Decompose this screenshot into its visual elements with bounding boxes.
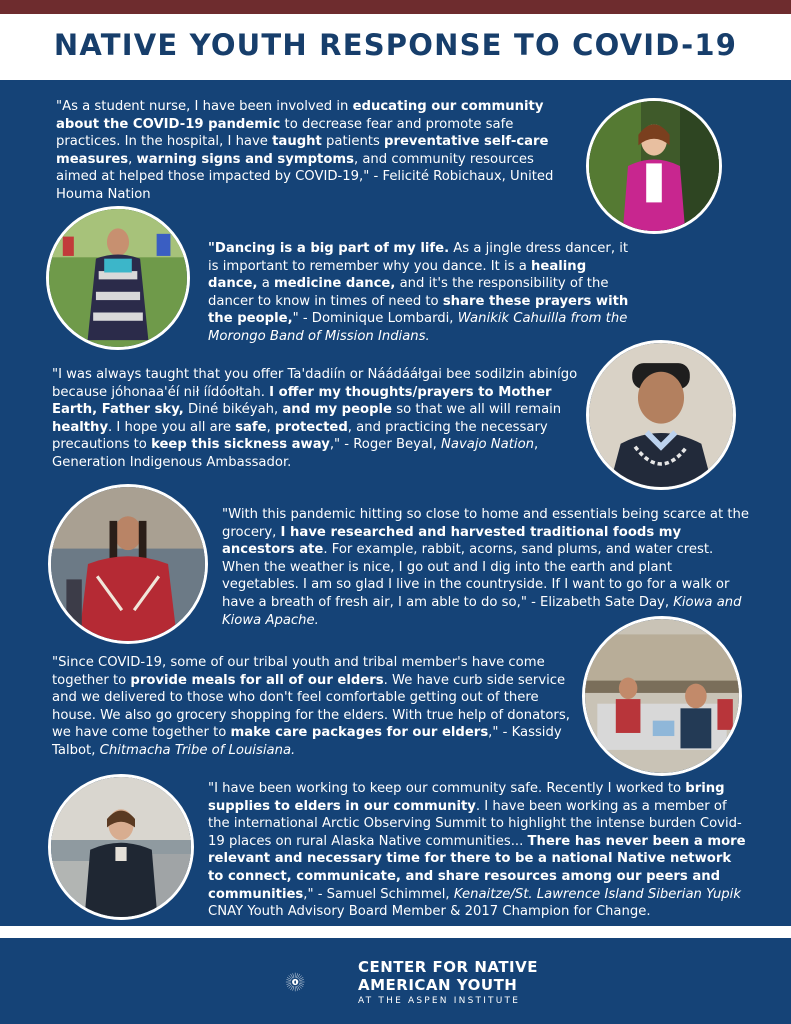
quote-text-segment: "I have been working to keep our community safe. Recently I worked to: [208, 781, 686, 796]
quote-text-segment: " - Dominique Lombardi,: [292, 311, 458, 327]
quote-text-segment: "With this pandemic hitting so close to home and essentials being scarce at the grocery,: [222, 507, 749, 540]
quote-text-segment: Wanikik Cahuilla from the Morongo Band of Mission Indians.: [208, 311, 628, 344]
quote-text-segment: make care packages for our elders: [230, 725, 489, 741]
quote-text-segment: and my people: [282, 402, 393, 418]
quote-text-segment: "As a student nurse, I have been involved in: [56, 99, 353, 114]
quote-text-segment: educating our community about the COVID-19 pandemic: [56, 99, 544, 132]
quote-text-segment: Kenaitze/St. Lawrence Island Siberian Yupik: [453, 886, 741, 902]
quote-text-segment: ,: [128, 151, 137, 167]
logo-line-3: AT THE ASPEN INSTITUTE: [358, 996, 521, 1006]
quote-text-segment: , Generation Indigenous Ambassador.: [52, 437, 539, 470]
quote-text-segment: ," - Samuel Schimmel,: [303, 886, 454, 902]
quote-text-segment: ,: [266, 419, 275, 435]
photo-lombardi: [46, 206, 190, 350]
photo-schimmel: [48, 774, 194, 920]
quote-text-segment: provide meals for all of our elders: [130, 672, 384, 688]
quote-text-segment: warning signs and symptoms: [136, 151, 354, 167]
quote-text-segment: CNAY Youth Advisory Board Member & 2017 Champion for Change.: [208, 904, 651, 920]
quote-text-segment: ," - Roger Beyal,: [329, 437, 442, 453]
quote-text-segment: , and practicing the necessary precautions to: [52, 419, 548, 453]
quote-text-segment: patients: [321, 134, 385, 150]
logo-line-1: CENTER FOR NATIVE: [358, 958, 538, 976]
quote-schimmel: [208, 780, 748, 921]
photo-talbot: [582, 616, 742, 776]
quote-text-segment: share these prayers with the people,: [208, 293, 629, 327]
quote-text-segment: protected: [275, 419, 348, 435]
quote-text-segment: . I have been working as a member of the international Arctic Observing Summit to highlight the intense burden Covid-19 places on rural Alaska Native communities...: [208, 798, 742, 849]
photo-beyal: [586, 340, 736, 490]
photo-sate-day: [48, 484, 208, 644]
quote-talbot: [52, 654, 572, 760]
quote-robichaux: [56, 98, 576, 204]
quote-text-segment: preventative self-care measures: [56, 134, 549, 167]
quote-lombardi: [208, 240, 638, 346]
org-logo-text: [358, 958, 538, 1008]
quote-text-segment: medicine dance,: [273, 276, 396, 292]
quote-text-segment: . I hope you all are: [108, 419, 236, 435]
quote-text-segment: a: [257, 276, 274, 292]
quote-text-segment: and it's the responsibility of the dancer to know in times of need to: [208, 276, 609, 309]
quote-text-segment: "Since COVID-19, some of our tribal youth and tribal member's have come together to: [52, 655, 545, 688]
quote-text-segment: healthy: [52, 419, 109, 435]
quote-text-segment: keep this sickness away: [151, 437, 330, 453]
quote-text-segment: Kiowa and Kiowa Apache.: [222, 594, 742, 628]
quote-text-segment: I offer my thoughts/prayers to Mother Earth, Father sky,: [52, 384, 552, 418]
page-title: NATIVE YOUTH RESPONSE TO COVID-19: [53, 28, 738, 62]
quote-text-segment: "I was always taught that you offer Ta'dadiín or Náádááłgai bee sodilzin abinígo because jóhonaa'éí nił íídóołtah.: [52, 367, 578, 400]
quote-text-segment: so that we all will remain: [392, 402, 562, 418]
quote-text-segment: ," - Kassidy Talbot,: [52, 725, 562, 758]
quote-text-segment: safe: [235, 419, 267, 435]
quote-text-segment: I have researched and harvested traditional foods my ancestors ate: [222, 524, 682, 558]
quote-text-segment: There has never been a more relevant and necessary time for there to be a national Native network to connect, communicate, and share resources among our peers and communities: [208, 833, 746, 902]
quote-text-segment: to decrease fear and promote safe practices. In the hospital, I have: [56, 116, 514, 150]
quote-text-segment: Navajo Nation: [441, 437, 535, 453]
top-accent-bar: [0, 0, 791, 14]
quote-text-segment: Chitmacha Tribe of Louisiana.: [99, 742, 296, 758]
quote-text-segment: . We have curb side service and we delivered to those who don't feel comfortable getting out of there house. We also go grocery shopping for the elders. With true help of donators, we have come together to: [52, 672, 570, 741]
quote-text-segment: "Dancing is a big part of my life.: [208, 241, 450, 256]
quote-text-segment: As a jingle dress dancer, it is important to remember why you dance. It is a: [208, 241, 629, 274]
photo-robichaux: [586, 98, 722, 234]
quote-text-segment: bring supplies to elders in our community: [208, 781, 725, 814]
sun-logo-icon: [284, 948, 356, 1016]
quote-text-segment: taught: [272, 134, 322, 150]
quote-text-segment: Diné bikéyah,: [183, 402, 283, 418]
quote-beyal: [52, 366, 582, 472]
quote-text-segment: . For example, rabbit, acorns, sand plums, and water crest. When the weather is nice, I go out and I dig into the earth and plant vegetables. I am so glad I live in the countryside. If I want to go for a walk or have a breath of fresh air, I am able to do so," - Elizabeth Sate Day,: [222, 542, 730, 610]
quote-text-segment: healing dance,: [208, 258, 587, 292]
quote-sate-day: [222, 506, 752, 629]
logo-line-2: AMERICAN YOUTH: [358, 976, 518, 994]
quote-text-segment: , and community resources aimed at helped those impacted by COVID-19," - Felicité Robichaux, United Houma Nation: [56, 151, 554, 202]
